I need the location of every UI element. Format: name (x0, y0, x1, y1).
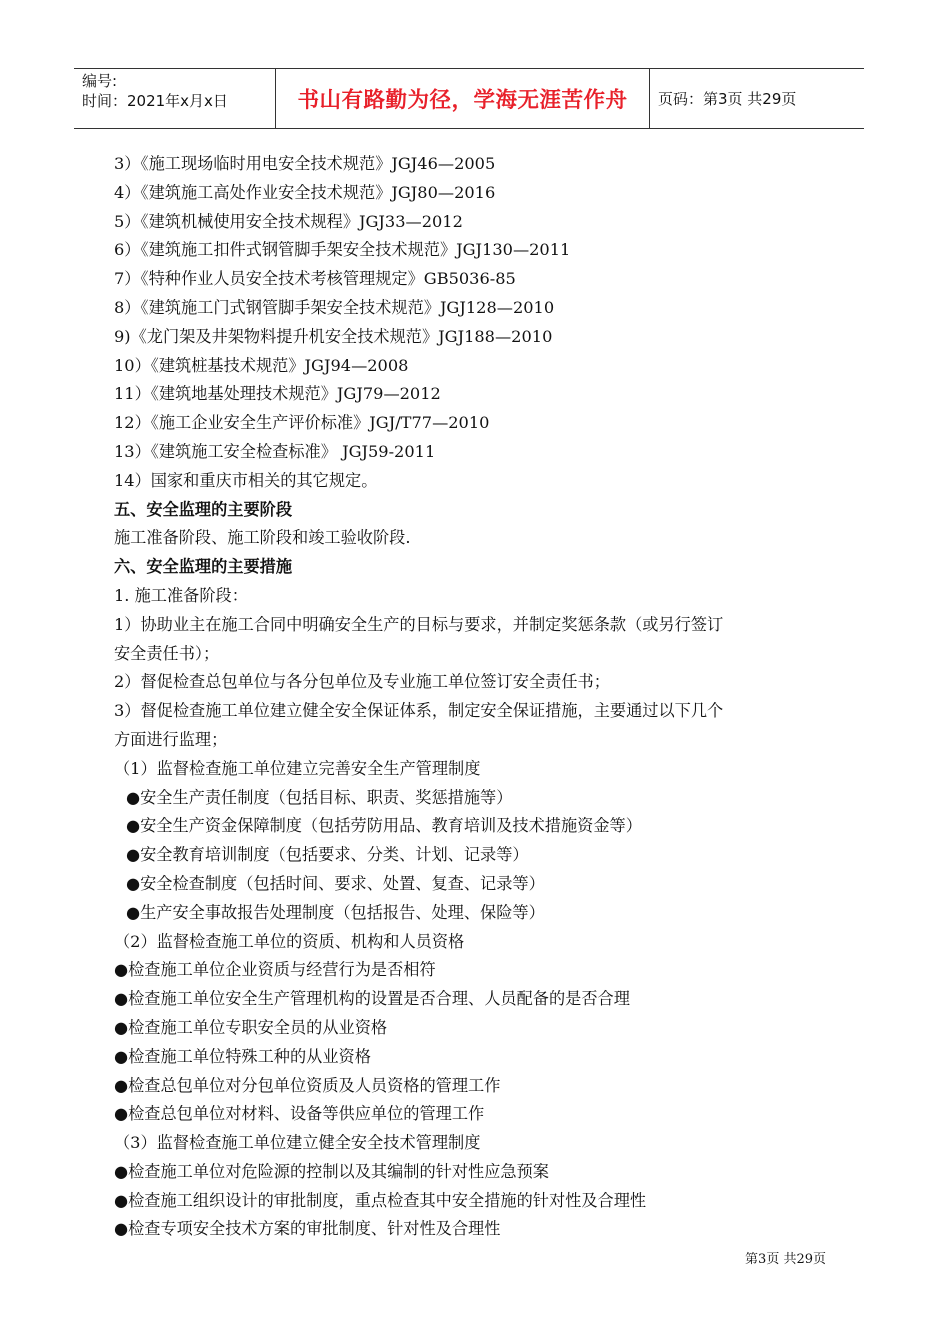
text-line: （3）监督检查施工单位建立健全安全技术管理制度 (114, 1133, 481, 1153)
text-line: 2）督促检查总包单位与各分包单位及专业施工单位签订安全责任书； (114, 672, 610, 692)
text-line: ●检查总包单位对材料、设备等供应单位的管理工作 (114, 1104, 485, 1124)
section-heading: 五、安全监理的主要阶段 (114, 499, 293, 519)
text-line: ●检查施工单位企业资质与经营行为是否相符 (114, 960, 436, 980)
text-line: 安全责任书）； (114, 643, 220, 663)
text-line: 12）《施工企业安全生产评价标准》JGJ/T77—2010 (114, 413, 490, 433)
header-page-label: 页码：第3页 共29页 (658, 90, 797, 108)
text-line: 1）协助业主在施工合同中明确安全生产的目标与要求，并制定奖惩条款（或另行签订 (114, 614, 724, 634)
text-line: 9)《龙门架及井架物料提升机安全技术规范》JGJ188—2010 (114, 326, 553, 346)
header-meta (74, 69, 276, 128)
text-line: （2）监督检查施工单位的资质、机构和人员资格 (114, 931, 465, 951)
header-motto: 书山有路勤为径，学海无涯苦作舟 (276, 69, 650, 128)
section-heading: 六、安全监理的主要措施 (114, 557, 293, 577)
page-header (74, 68, 864, 129)
text-line: 3）《施工现场临时用电安全技术规范》JGJ46—2005 (114, 154, 496, 173)
text-line: ●安全生产责任制度（包括目标、职责、奖惩措施等） (126, 787, 513, 807)
text-line: ●检查总包单位对分包单位资质及人员资格的管理工作 (114, 1075, 501, 1095)
text-line: 施工准备阶段、施工阶段和竣工验收阶段. (114, 528, 411, 548)
text-line: 10）《建筑桩基技术规范》JGJ94—2008 (114, 355, 409, 375)
text-line: 方面进行监理； (114, 729, 228, 749)
text-line: ●安全生产资金保障制度（包括劳防用品、教育培训及技术措施资金等） (126, 816, 642, 836)
number-label: 编号: (82, 72, 118, 90)
text-line: ●检查施工单位对危险源的控制以及其编制的针对性应急预案 (114, 1161, 549, 1181)
text-line: ●生产安全事故报告处理制度（包括报告、处理、保险等） (126, 902, 545, 922)
text-line: ●检查施工单位安全生产管理机构的设置是否合理、人员配备的是否合理 (114, 989, 630, 1009)
text-line: 1. 施工准备阶段： (114, 585, 248, 605)
text-line: ●检查施工单位专职安全员的从业资格 (114, 1017, 388, 1037)
text-line: ●检查施工组织设计的审批制度，重点检查其中安全措施的针对性及合理性 (114, 1190, 647, 1210)
text-line: 13）《建筑施工安全检查标准》 JGJ59-2011 (114, 441, 436, 461)
text-line: 8）《建筑施工门式钢管脚手架安全技术规范》JGJ128—2010 (114, 297, 555, 317)
text-line: 3）督促检查施工单位建立健全安全保证体系，制定安全保证措施，主要通过以下几个 (114, 701, 724, 721)
text-line: 7）《特种作业人员安全技术考核管理规定》GB5036-85 (114, 269, 516, 289)
text-line: 4）《建筑施工高处作业安全技术规范》JGJ80—2016 (114, 182, 496, 202)
document-body (114, 150, 834, 1244)
text-line: ●安全教育培训制度（包括要求、分类、计划、记录等） (126, 845, 529, 865)
text-line: 5）《建筑机械使用安全技术规程》JGJ33—2012 (114, 211, 463, 231)
text-line: ●检查专项安全技术方案的审批制度、针对性及合理性 (114, 1219, 501, 1239)
text-line: （1）监督检查施工单位建立完善安全生产管理制度 (114, 758, 481, 778)
page-footer: 第3页 共29页 (745, 1252, 826, 1267)
time-label: 时间：2021年x月x日 (82, 92, 228, 110)
text-line: 14）国家和重庆市相关的其它规定。 (114, 470, 378, 490)
text-line: ●安全检查制度（包括时间、要求、处置、复查、记录等） (126, 873, 545, 893)
text-line: 6）《建筑施工扣件式钢管脚手架安全技术规范》JGJ130—2011 (114, 240, 571, 260)
text-line: 11）《建筑地基处理技术规范》JGJ79—2012 (114, 384, 441, 404)
text-line: ●检查施工单位特殊工种的从业资格 (114, 1046, 371, 1066)
